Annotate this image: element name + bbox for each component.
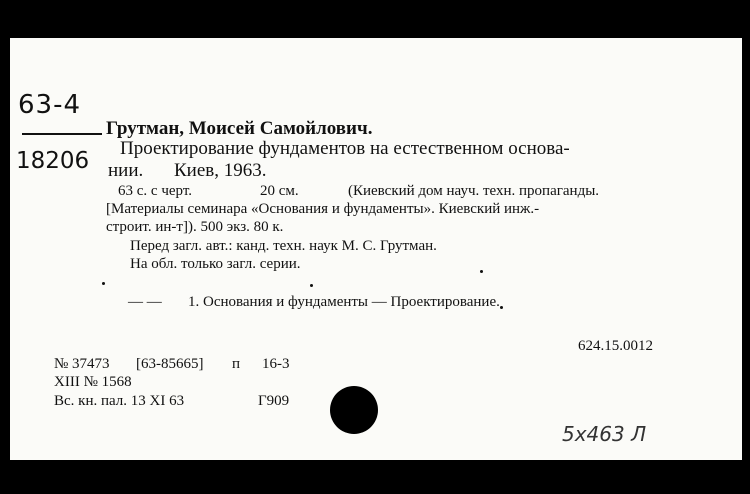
handwritten-accession-number: 18206: [16, 148, 90, 174]
classification-number: 624.15.0012: [578, 338, 653, 354]
record-number: № 37473: [54, 356, 110, 372]
punch-hole: [330, 386, 378, 434]
desc-series-line: [Материалы семинара «Основания и фундаменты». Киевский инж.-: [106, 201, 540, 217]
record-order-number: [63-85665]: [136, 356, 204, 372]
title-line-1: Проектирование фундаментов на естественном основа-: [120, 138, 570, 159]
catalog-card: [10, 38, 742, 460]
record-print-code: Г909: [258, 393, 290, 409]
ink-speck: [310, 284, 313, 287]
handwritten-shelf-mark: 5х463 Л: [562, 422, 647, 446]
note-cover-line: На обл. только загл. серии.: [130, 256, 301, 272]
ink-speck: [500, 306, 503, 309]
ink-speck: [480, 270, 483, 273]
subject-heading: 1. Основания и фундаменты — Проектирование.: [188, 294, 500, 310]
title-place-year: Киев, 1963.: [174, 160, 267, 181]
subject-dashes: — —: [128, 294, 162, 310]
author-heading: Грутман, Моисей Самойлович.: [106, 118, 373, 139]
record-code: 16-3: [262, 356, 290, 372]
title-line-2: нии.: [108, 160, 144, 181]
handwritten-call-number: 63-4: [18, 90, 82, 120]
ink-speck: [102, 282, 105, 285]
record-mark: п: [232, 356, 241, 372]
record-series-number: XIII № 1568: [54, 374, 132, 390]
note-author-line: Перед загл. авт.: канд. техн. наук М. С. Грутман.: [130, 238, 437, 254]
record-chamber-date: Вс. кн. пал. 13 XI 63: [54, 393, 185, 409]
call-number-rule: [22, 133, 102, 135]
desc-publisher: (Киевский дом науч. техн. пропаганды.: [348, 183, 600, 199]
desc-size: 20 см.: [260, 183, 299, 199]
desc-pages: 63 с. с черт.: [118, 183, 192, 199]
desc-edition-line: строит. ин-т]). 500 экз. 80 к.: [106, 219, 284, 235]
